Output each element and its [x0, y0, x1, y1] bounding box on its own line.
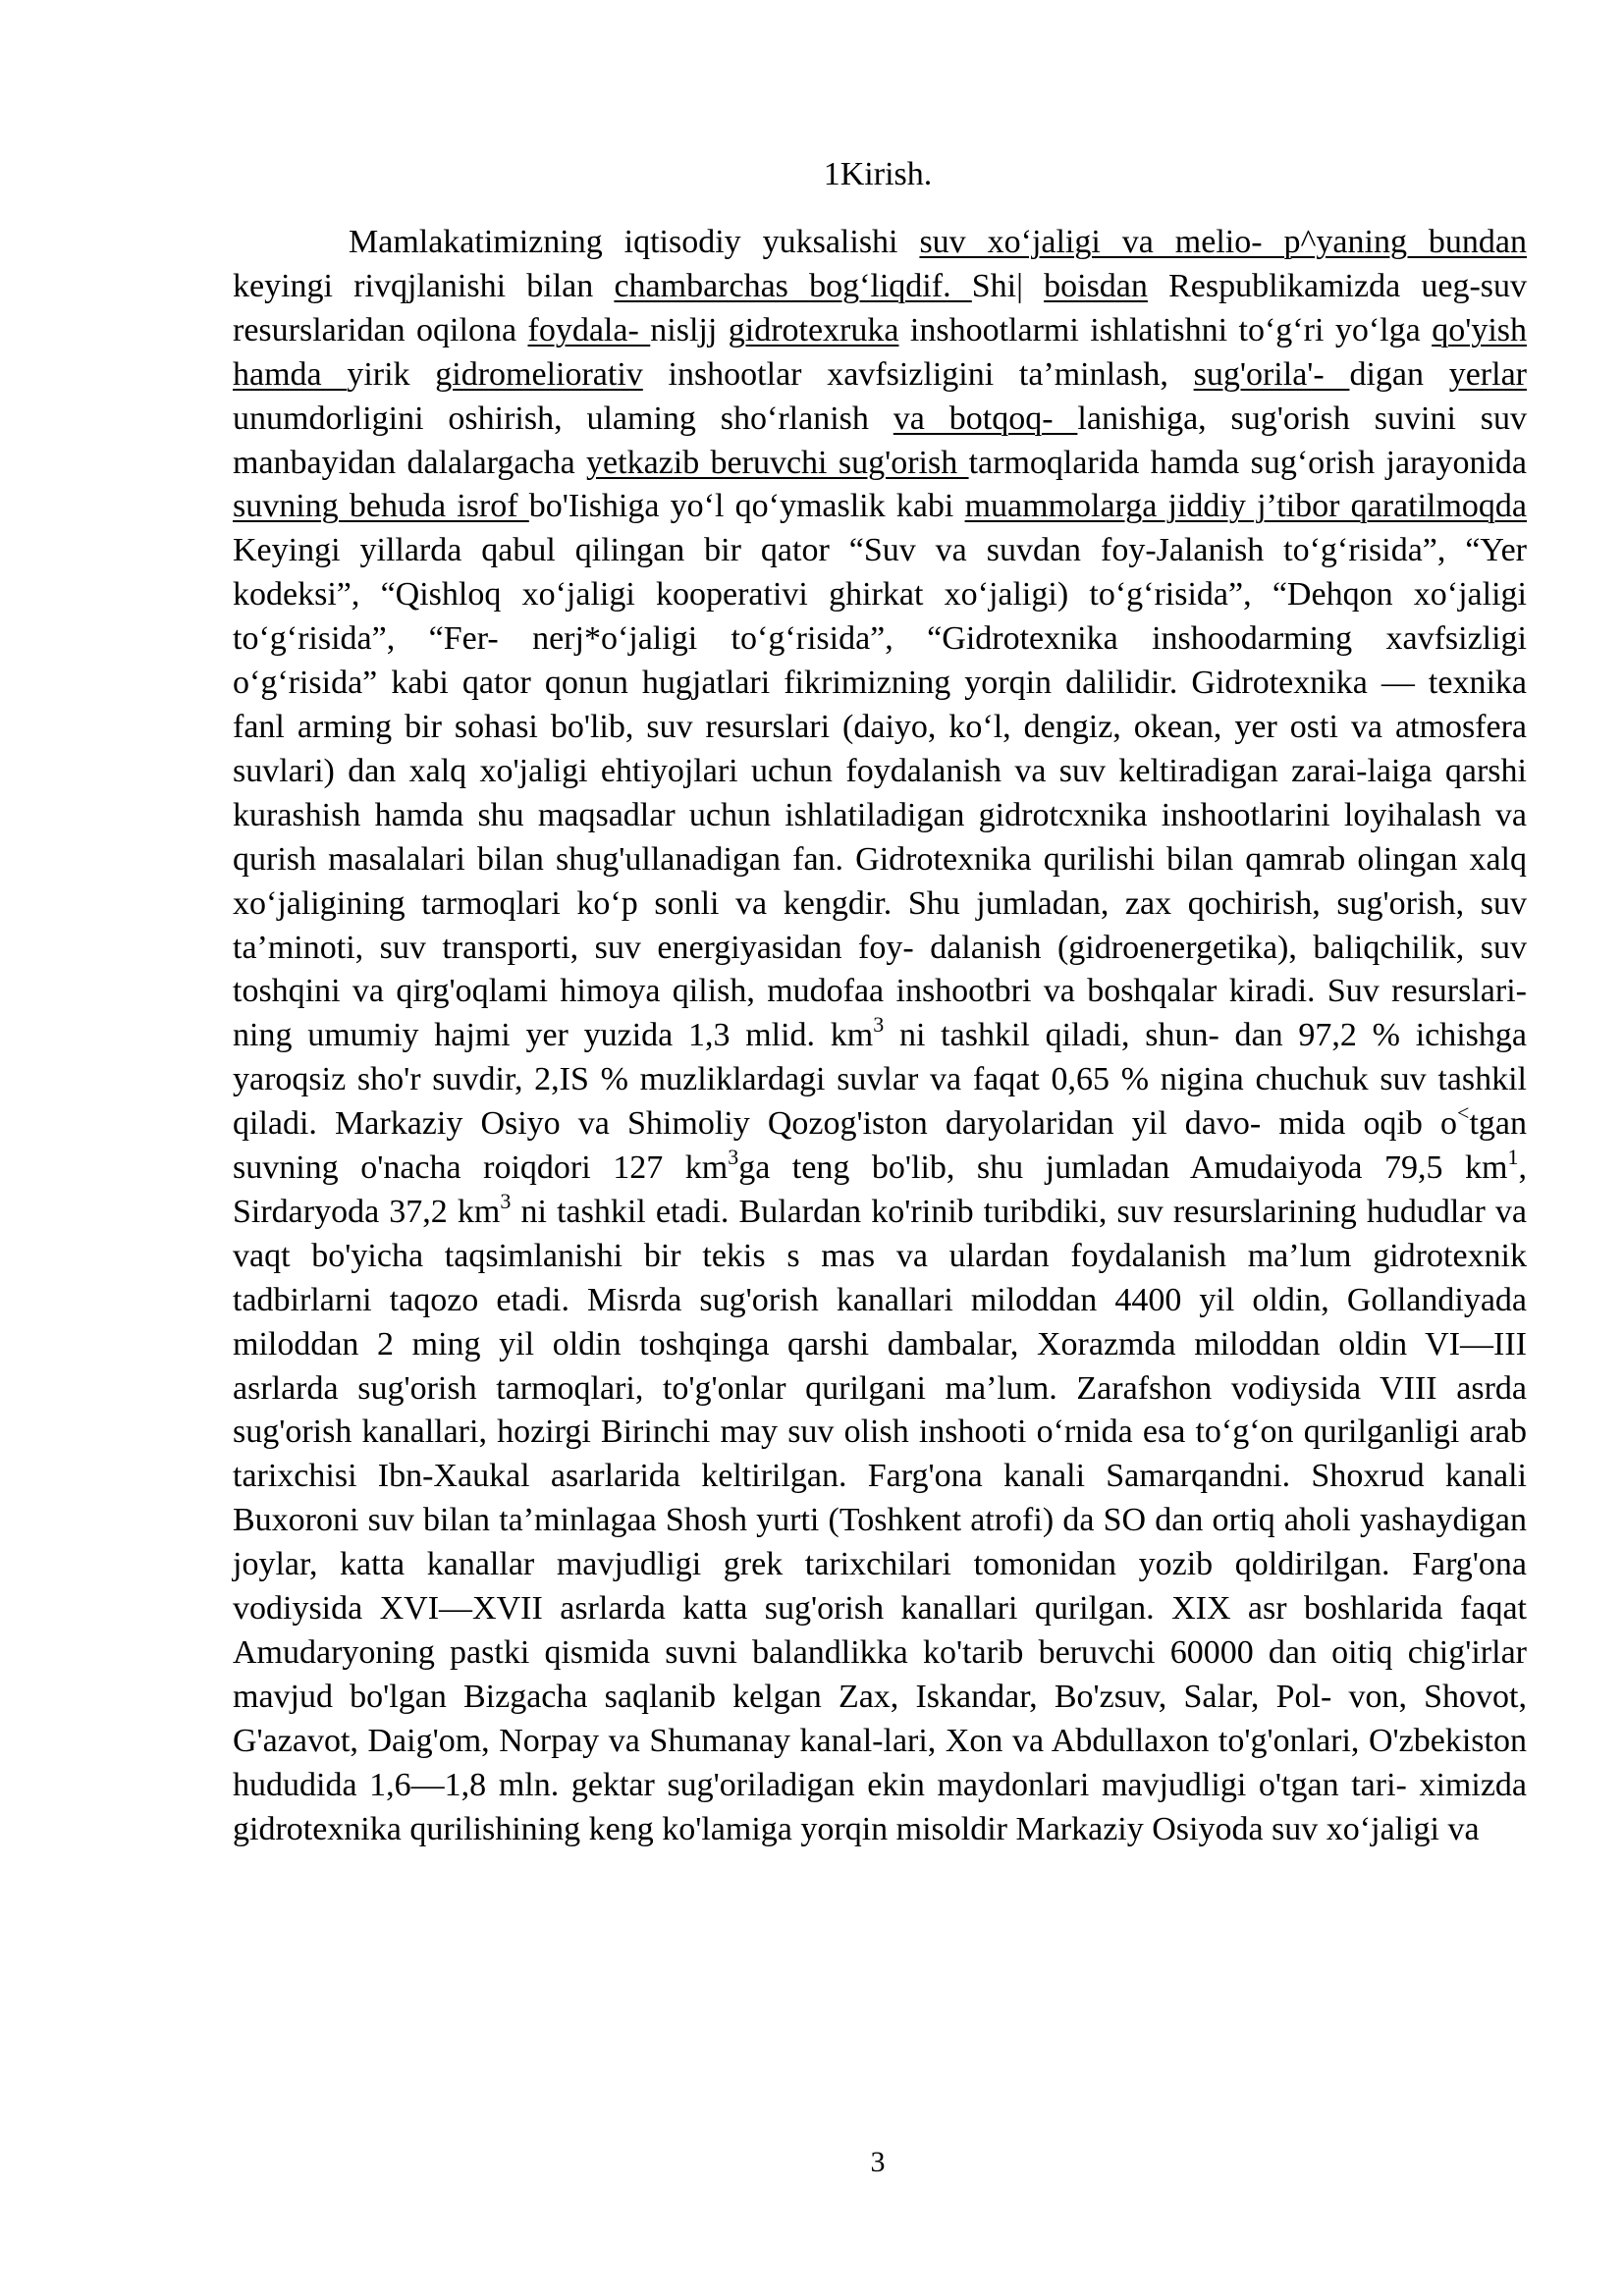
text-run: ni tashkil qiladi, shun- dan 97,2 % ichishga yaroqsiz sho'r suvdir, 2,IS % muzliklardagi suvlar va faqat 0,65 % nigina chuchuk suv tashkil qiladi. Markaziy Osiyo va Shimoliy Qozog'iston daryolaridan yil davo- mida oqib o	[233, 1017, 1528, 1143]
underlined-text: sug'orila'-	[1193, 355, 1350, 393]
text-run: , Sirdaryoda 37,2 km	[233, 1149, 1527, 1230]
page-number: 3	[870, 2146, 886, 2178]
underlined-text: gidrotexruka	[728, 311, 899, 348]
underlined-text: muammolarga jiddiy j’tibor qaratilmoqda	[964, 488, 1528, 525]
underlined-text: qo'yish hamda	[233, 311, 1527, 393]
underlined-text: yerlar	[1448, 355, 1527, 393]
text-run: Mamlakatimizning iqtisodiy yuksalishi	[349, 224, 920, 260]
superscript: <	[1457, 1100, 1470, 1126]
underlined-text: chambarchas bog‘liqdif.	[614, 267, 972, 304]
superscript: 3	[728, 1145, 739, 1170]
text-run: nisljj	[650, 311, 729, 348]
text-run: unumdorligini oshirish, ulaming sho‘rlanish	[233, 400, 893, 437]
text-run: ni tashkil etadi. Bulardan ko'rinib turibdiki, suv resurslarining hududlar va vaqt bo'yicha taqsimlanishi bir tekis s mas va ulardan foydalanish ma’lum gidrotexnik tadbirlarni taqozo etadi. Misrda sug'orish kanallari miloddan 4400 yil oldin, Gollandiyada miloddan 2 ming yil oldin toshqinga qarshi dambalar, Xorazmda miloddan oldin VI—III asrlarda sug'orish tarmoqlari, to'g'onlar qurilgani ma’lum. Zarafshon vodiysida VIII asrda sug'orish kanallari, hozirgi Birinchi may suv olish inshooti o‘rnida esa to‘g‘on qurilganligi arab tarixchisi Ibn-Xaukal asarlarida keltirilgan. Farg'ona kanali Samarqandni. Shoxrud kanali Buxoroni suv bilan ta’minlagaa Shosh yurti (Toshkent atrofi) da SO dan ortiq aholi yashaydigan joylar, katta kanallar mavjudligi grek tarixchilari tomonidan yozib qoldirilgan. Farg'ona vodiysida XVI—XVII asrlarda katta sug'orish kanallari qurilgan. XIX asr boshlarida faqat Amudaryoning pastki qismida suvni balandlikka ko'tarib beruvchi 60000 dan oitiq chig'irlar mavjud bo'lgan Bizgacha saqlanib kelgan Zax, Iskandar, Bo'zsuv, Salar, Pol- von, Shovot, G'azavot, Daig'om, Norpay va Shumanay kanal-lari, Xon va Abdullaxon to'g'onlari, O'zbekiston hududida 1,6—1,8 mln. gektar sug'oriladigan ekin maydonlari mavjudligi o'tgan tari- ximizda gidrotexnika qurilishining keng ko'lamiga yorqin misoldir Markaziy Osiyoda suv xo‘jaligi va	[233, 1193, 1527, 1847]
text-run: inshootlarmi ishlatishni to‘g‘ri yo‘lga	[898, 311, 1433, 348]
text-run: Respublikamizda ueg-suv resurslaridan oqilona	[233, 267, 1527, 348]
underlined-text: suv xo‘jaligi va melio- p^yaning bundan	[919, 224, 1527, 260]
underlined-text: gidromeliorativ	[435, 355, 643, 393]
underlined-text: boisdan	[1044, 267, 1148, 304]
underlined-text: va botqoq-	[893, 400, 1078, 437]
superscript: 3	[500, 1188, 512, 1213]
text-run: lanishiga, sug'orish suvini suv manbayidan dalalargacha	[233, 400, 1528, 481]
body-paragraph	[233, 221, 1527, 1852]
text-run: inshootlar xavfsizligini ta’minlash,	[642, 355, 1194, 393]
section-title: 1Kirish.	[823, 156, 933, 192]
text-run: Keyingi yillarda qabul qilingan bir qator “Suv va suvdan foy-Jalanish to‘g‘risida”, “Yer kodeksi”, “Qishloq xo‘jaligi kooperativi ghirkat xo‘jaligi) to‘g‘risida”, “Dehqon xo‘jaligi to‘g‘risida”, “Fer- nerj*o‘jaligi to‘g‘risida”, “Gidrotexnika inshoodarming xavfsizligi o‘g‘risida” kabi qator qonun hugjatlari fikrimizning yorqin dalilidir. Gidrotexnika — texnika fanl arming bir sohasi bo'lib, suv resurslari (daiyo, ko‘l, dengiz, okean, yer osti va atmosfera suvlari) dan xalq xo'jaligi ehtiyojlari uchun foydalanish va suv keltiradigan zarai-laiga qarshi kurashish hamda shu maqsadlar uchun ishlatiladigan gidrotcxnika inshootlarini loyihalash va qurish masalalari bilan shug'ullanadigan fan. Gidrotexnika qurilishi bilan qamrab olingan xalq xo‘jaligining tarmoqlari ko‘p sonli va kengdir. Shu jumladan, zax qochirish, sug'orish, suv ta’minoti, suv transporti, suv energiyasidan foy- dalanish (gidroenergetika), baliqchilik, suv toshqini va qirg'oqlami himoya qilish, mudofaa inshootbri va boshqalar kiradi. Suv resurslari- ning umumiy hajmi yer yuzida 1,3 mlid. km	[233, 532, 1527, 1054]
superscript: 3	[873, 1012, 885, 1038]
underlined-text: yetkazib beruvchi sug'orish	[586, 444, 969, 481]
superscript: 1	[1507, 1145, 1519, 1170]
text-run: tgan suvning o'nacha roiqdori 127 km	[233, 1105, 1527, 1187]
text-run: digan	[1349, 355, 1449, 393]
text-run: bo'Iishiga yo‘l qo‘ymaslik kabi	[528, 488, 965, 525]
text-run: yirik	[347, 355, 436, 393]
text-run: Shi|	[971, 267, 1045, 304]
text-run: ga teng bo'lib, shu jumladan Amudaiyoda 79,5 km	[738, 1149, 1508, 1187]
underlined-text: foydala-	[527, 311, 651, 348]
text-run: tarmoqlarida hamda sug‘orish jarayonida	[968, 444, 1528, 481]
text-run: keyingi rivqjlanishi bilan	[233, 267, 615, 304]
underlined-text: suvning behuda isrof	[233, 488, 529, 525]
